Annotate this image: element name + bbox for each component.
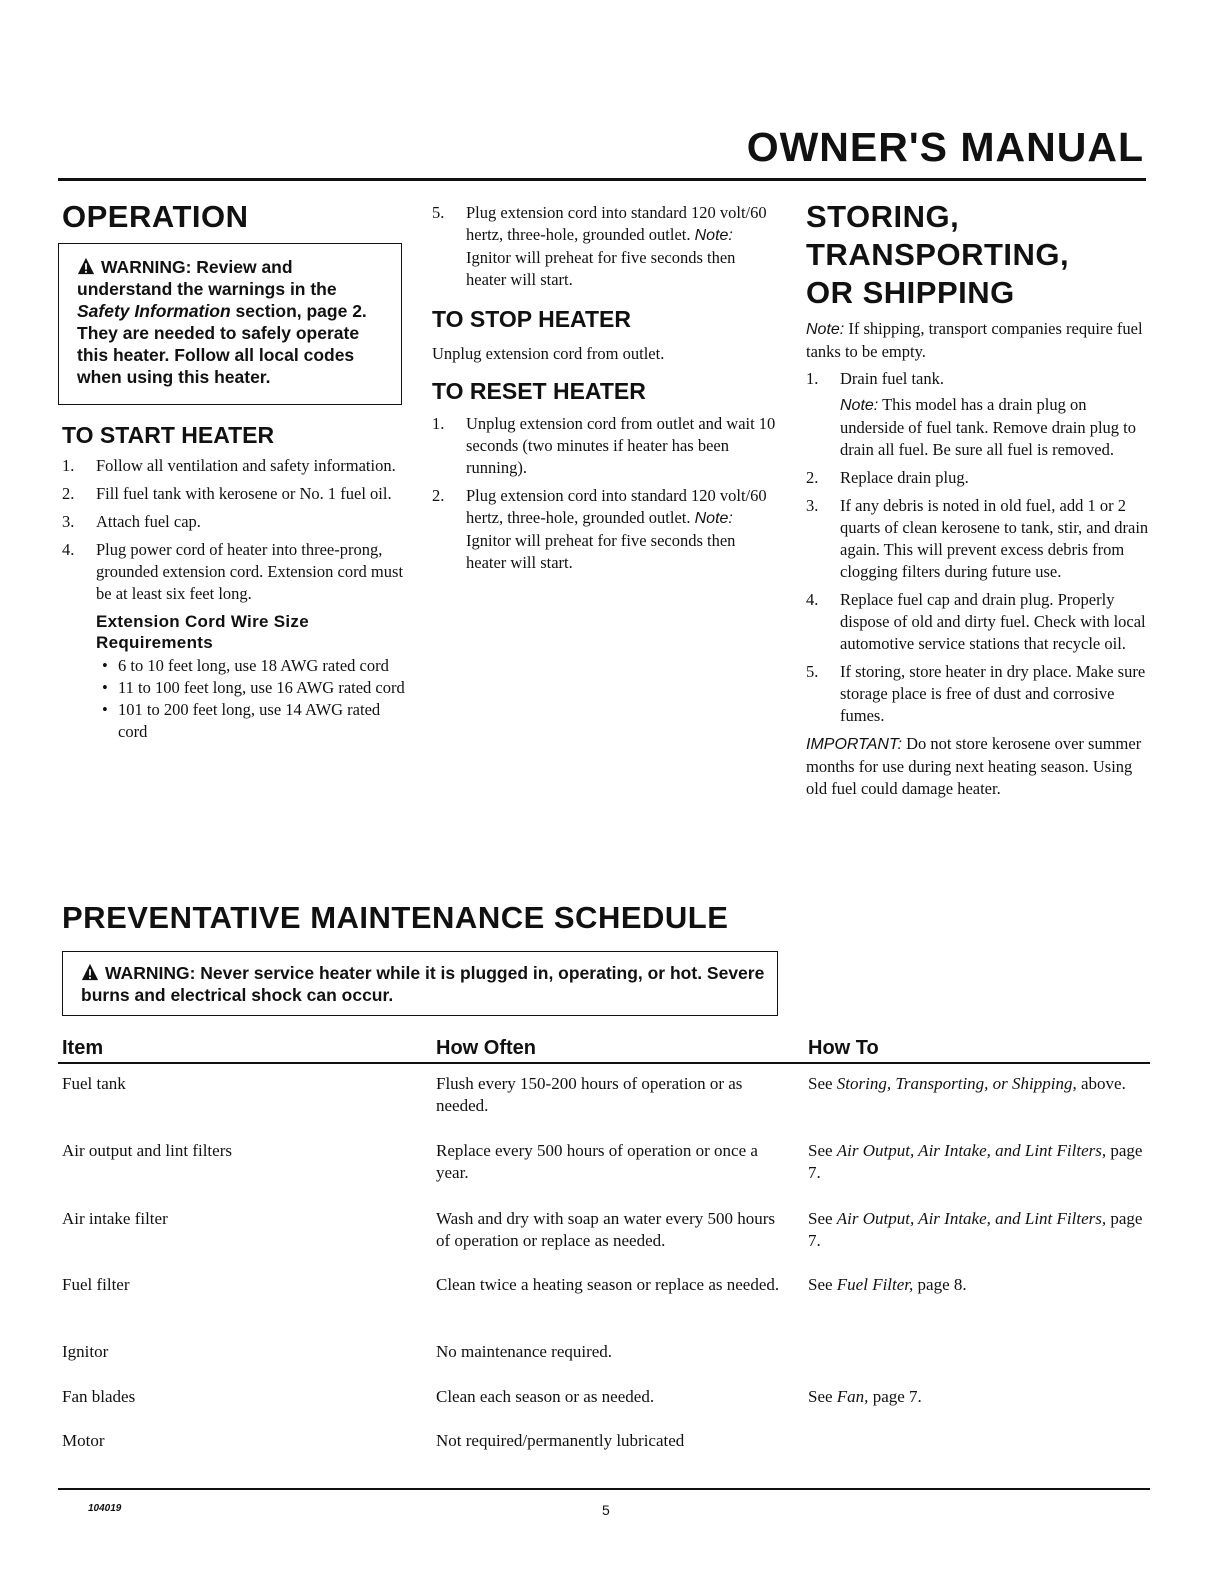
start-heater-heading: TO START HEATER (62, 422, 275, 448)
reset-step-1: 1. Unplug extension cord from outlet and wait 10 seconds (two minutes if heater has been running). (432, 414, 776, 477)
table-cell-often: Clean each season or as needed. (436, 1387, 655, 1406)
table-cell-howto: See Storing, Transporting, or Shipping, above. (808, 1074, 1126, 1093)
table-cell-howto: See Air Output, Air Intake, and Lint Filters, page 7. (808, 1209, 1143, 1250)
table-cell-often: No maintenance required. (436, 1342, 613, 1361)
maintenance-warning-box (62, 951, 778, 1016)
table-cell-often: Clean twice a heating season or replace as needed. (436, 1275, 780, 1294)
warning-emph: Safety Information (77, 301, 231, 321)
table-cell-howto: See Fuel Filter, page 8. (808, 1275, 967, 1294)
warning-triangle-icon (81, 963, 99, 981)
table-cell-item: Air output and lint filters (62, 1141, 232, 1160)
start-step-1: 1. Follow all ventilation and safety information. (62, 456, 396, 475)
storing-step-2: 2. Replace drain plug. (806, 468, 969, 487)
reset-step-2: 2. Plug extension cord into standard 120 volt/60 hertz, three-hole, grounded outlet. Note: Ignitor will preheat for five seconds then heater will start. (432, 486, 767, 572)
start-step-5: 5. Plug extension cord into standard 120 volt/60 hertz, three-hole, grounded outlet. Note: Ignitor will preheat for five seconds then heater will start. (432, 203, 767, 289)
warning-label: WARNING: (101, 257, 192, 277)
maintenance-warning-text: Never service heater while it is plugged in, operating, or hot. Severe burns and electrical shock can occur. (81, 963, 765, 1005)
table-cell-item: Air intake filter (62, 1209, 168, 1228)
maintenance-warning-label: WARNING: (105, 963, 196, 983)
storing-step-5: 5. If storing, store heater in dry place. Make sure storage place is free of dust and corrosive fumes. (806, 662, 1146, 725)
storing-steps (806, 368, 1150, 800)
page-title: OWNER'S MANUAL (746, 124, 1144, 170)
reset-heater-heading: TO RESET HEATER (432, 378, 646, 404)
start-step-3: 3. Attach fuel cap. (62, 512, 201, 531)
stop-heater-heading: TO STOP HEATER (432, 306, 631, 332)
table-cell-often: Flush every 150-200 hours of operation or as needed. (436, 1074, 743, 1115)
table-header-rule (58, 1062, 1150, 1064)
extension-cord-heading: Extension Cord Wire Size Requirements (96, 612, 309, 652)
table-cell-item: Ignitor (62, 1342, 109, 1361)
column-header-how-often: How Often (436, 1037, 536, 1059)
storing-step-1: 1. Drain fuel tank. Note: This model has a drain plug on underside of fuel tank. Remove drain plug to drain all fuel. Be sure all fuel is removed. (806, 369, 1137, 459)
table-cell-often: Replace every 500 hours of operation or once a year. (436, 1141, 758, 1182)
storing-step-4: 4. Replace fuel cap and drain plug. Properly dispose of old and dirty fuel. Check with local automotive service stations that recycle oil. (806, 590, 1146, 653)
extension-item: • 101 to 200 feet long, use 14 AWG rated cord (102, 700, 381, 741)
page-number: 5 (602, 1502, 610, 1518)
operation-heading: OPERATION (62, 199, 249, 234)
table-cell-often: Wash and dry with soap an water every 500 hours of operation or replace as needed. (436, 1209, 776, 1250)
warning-text-after: section, page 2. They are needed to safely operate this heater. Follow all local codes when using this heater. (77, 301, 367, 387)
storing-step-3: 3. If any debris is noted in old fuel, add 1 or 2 quarts of clean kerosene to tank, stir, and drain again. This will prevent excess debris from clogging filters during future use. (806, 496, 1149, 581)
table-cell-howto: See Air Output, Air Intake, and Lint Filters, page 7. (808, 1141, 1143, 1182)
maintenance-heading: PREVENTATIVE MAINTENANCE SCHEDULE (62, 900, 729, 935)
storing-intro: Note: If shipping, transport companies require fuel tanks to be empty. (806, 319, 1143, 361)
footer-rule (58, 1488, 1150, 1490)
table-cell-item: Motor (62, 1431, 105, 1450)
start-step-4: 4. Plug power cord of heater into three-prong, grounded extension cord. Extension cord must be at least six feet long. (62, 540, 404, 603)
table-cell-item: Fan blades (62, 1387, 136, 1406)
operation-warning-box (58, 243, 402, 405)
column-header-item: Item (62, 1037, 104, 1059)
warning-triangle-icon (77, 257, 95, 275)
document-code: 104019 (88, 1503, 122, 1514)
extension-item: • 11 to 100 feet long, use 16 AWG rated cord (102, 678, 405, 697)
storing-important: IMPORTANT: Do not store kerosene over summer months for use during next heating season. Using old fuel could damage heater. (806, 734, 1142, 798)
stop-heater-text: Unplug extension cord from outlet. (432, 344, 665, 363)
column-header-how-to: How To (808, 1037, 879, 1059)
table-cell-item: Fuel filter (62, 1275, 130, 1294)
table-cell-item: Fuel tank (62, 1074, 126, 1093)
start-heater-steps (62, 455, 406, 743)
extension-item: • 6 to 10 feet long, use 18 AWG rated cord (102, 656, 389, 675)
start-step-2: 2. Fill fuel tank with kerosene or No. 1 fuel oil. (62, 484, 392, 503)
storing-heading: STORING, TRANSPORTING, OR SHIPPING (806, 199, 1070, 310)
table-cell-often: Not required/permanently lubricated (436, 1431, 685, 1450)
reset-heater-steps (432, 413, 778, 580)
header-rule (58, 178, 1146, 181)
warning-text: Review and understand the warnings in the (77, 257, 337, 299)
table-cell-howto: See Fan, page 7. (808, 1387, 922, 1406)
